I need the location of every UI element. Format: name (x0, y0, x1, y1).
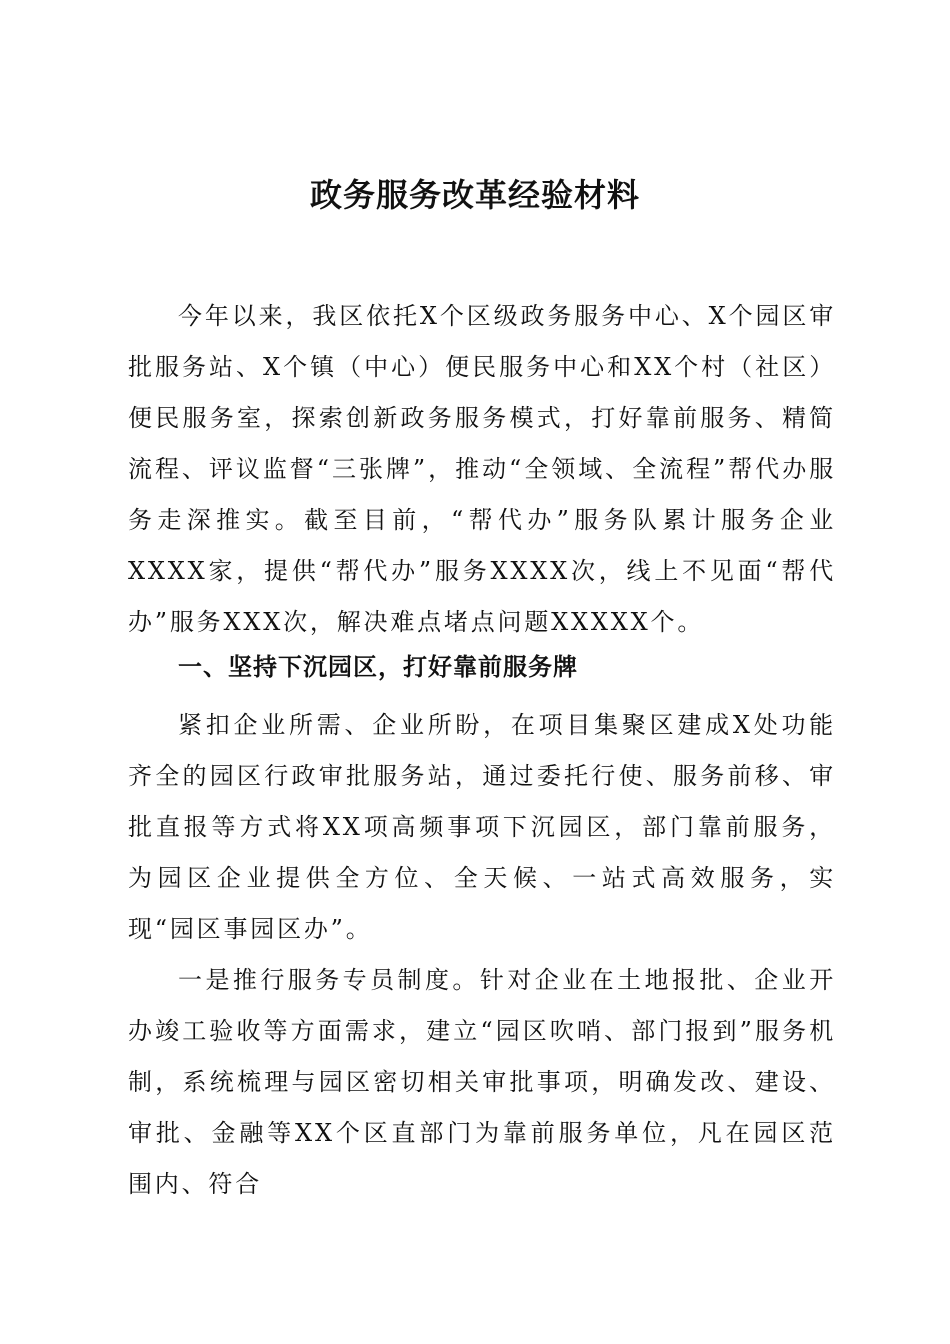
paragraph-service-specialist: 一是推行服务专员制度。针对企业在土地报批、企业开办竣工验收等方面需求，建立“园区吹哨、部门报到”服务机制，系统梳理与园区密切相关审批事项，明确发改、建设、审批、金融等XX个区直部门为靠前服务单位，凡在园区范围内、符合 (128, 966, 836, 1198)
paragraph-section-intro: 紧扣企业所需、企业所盼，在项目集聚区建成X处功能齐全的园区行政审批服务站，通过委托行使、服务前移、审批直报等方式将XX项高频事项下沉园区，部门靠前服务，为园区企业提供全方位、全天候、一站式高效服务，实现“园区事园区办”。 (128, 711, 836, 943)
section-heading: 一、坚持下沉园区，打好靠前服务牌 (178, 653, 578, 681)
document-title: 政务服务改革经验材料 (309, 176, 640, 214)
paragraph-intro: 今年以来，我区依托X个区级政务服务中心、X个园区审批服务站、X个镇（中心）便民服务中心和XX个村（社区）便民服务室，探索创新政务服务模式，打好靠前服务、精简流程、评议监督“三张牌”，推动“全领域、全流程”帮代办服务走深推实。截至目前，“帮代办”服务队累计服务企业XXXX家，提供“帮代办”服务XXXX次，线上不见面“帮代办”服务XXX次，解决难点堵点问题XXXXX个。 (128, 302, 836, 636)
